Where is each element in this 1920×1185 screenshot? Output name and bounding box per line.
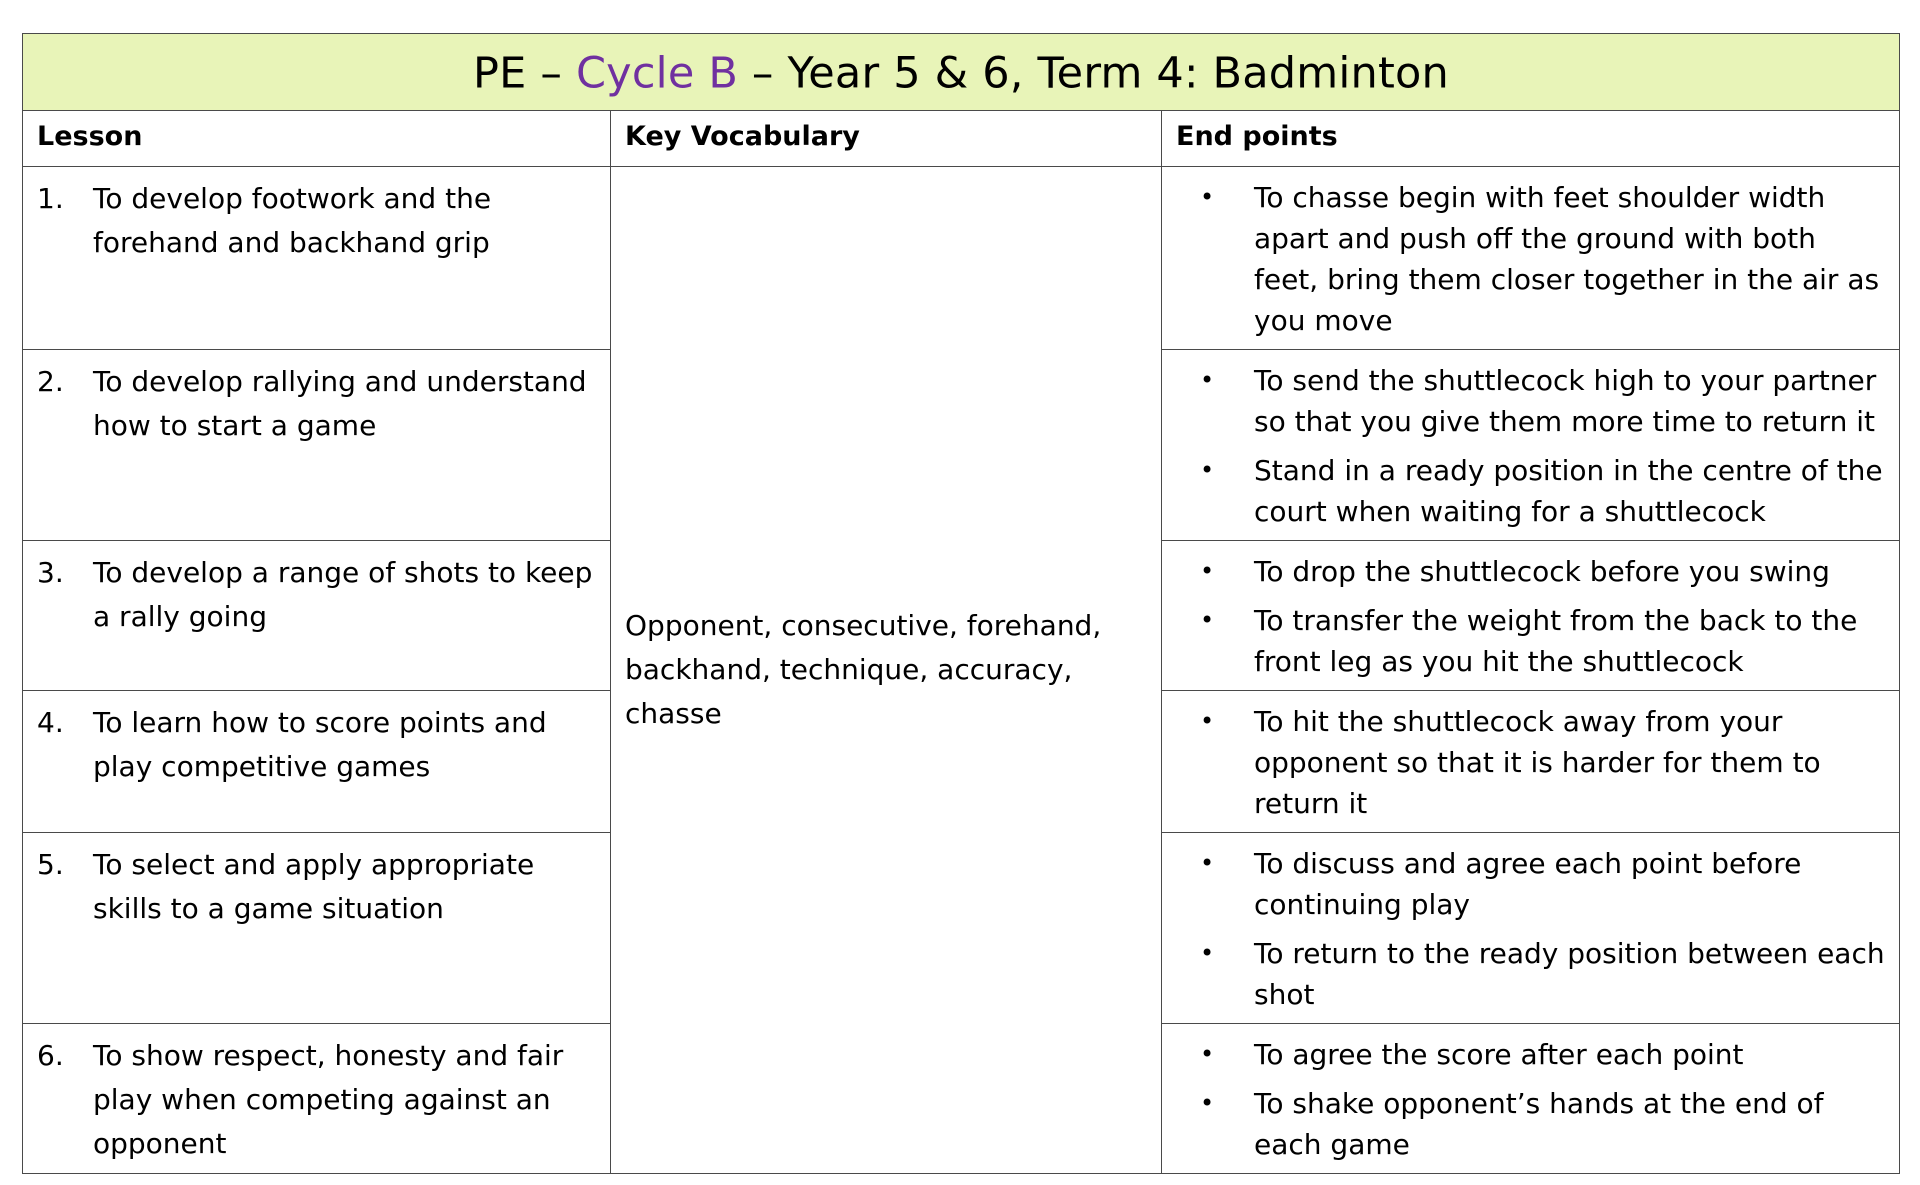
end-point-text: To return to the ready position between each shot: [1254, 937, 1885, 1011]
lesson-number: 5.: [37, 848, 64, 881]
end-points-list: [1176, 551, 1885, 682]
key-vocabulary-cell: [611, 167, 1162, 1174]
lesson-cell: [23, 541, 611, 691]
list-item: [1176, 1034, 1885, 1075]
bullet-icon: •: [1200, 606, 1215, 634]
lesson-number: 3.: [37, 556, 64, 589]
lesson-objective: To develop a range of shots to keep a rally going: [93, 556, 593, 633]
title-banner: [23, 34, 1900, 111]
end-points-cell: [1162, 167, 1900, 350]
end-point-text: To agree the score after each point: [1254, 1038, 1744, 1071]
lesson-objective: To develop rallying and understand how to start a game: [93, 365, 587, 442]
end-point-text: To send the shuttlecock high to your partner so that you give them more time to return it: [1254, 364, 1877, 438]
lesson-objective: To learn how to score points and play competitive games: [93, 706, 547, 783]
bullet-icon: •: [1200, 366, 1215, 394]
list-item: [1176, 600, 1885, 682]
header-key-vocabulary: Key Vocabulary: [611, 111, 1162, 167]
lesson-rows: [23, 167, 1900, 1174]
bullet-icon: •: [1200, 707, 1215, 735]
lesson-number: 6.: [37, 1039, 64, 1072]
end-point-text: To transfer the weight from the back to the front leg as you hit the shuttlecock: [1254, 604, 1858, 678]
list-item: [1176, 551, 1885, 592]
bullet-icon: •: [1200, 456, 1215, 484]
bullet-icon: •: [1200, 849, 1215, 877]
bullet-icon: •: [1200, 1089, 1215, 1117]
title-suffix: – Year 5 & 6, Term 4: Badminton: [738, 48, 1449, 99]
badminton-plan-table: [22, 33, 1900, 1174]
lesson-number: 4.: [37, 706, 64, 739]
lesson-objective: To show respect, honesty and fair play when competing against an opponent: [93, 1039, 564, 1160]
table-row: [23, 167, 1900, 350]
end-point-text: Stand in a ready position in the centre of the court when waiting for a shuttlecock: [1254, 454, 1883, 528]
end-point-text: To hit the shuttlecock away from your opponent so that it is harder for them to return it: [1254, 705, 1821, 820]
lesson-cell: [23, 1024, 611, 1174]
end-points-cell: [1162, 691, 1900, 833]
end-point-text: To shake opponent’s hands at the end of each game: [1254, 1087, 1824, 1161]
lesson-number: 2.: [37, 365, 64, 398]
header-end-points: End points: [1162, 111, 1900, 167]
list-item: [1176, 360, 1885, 442]
bullet-icon: •: [1200, 939, 1215, 967]
title-highlight: Cycle B: [575, 48, 739, 99]
lesson-number: 1.: [37, 182, 64, 215]
bullet-icon: •: [1200, 183, 1215, 211]
header-lesson: Lesson: [23, 111, 611, 167]
lesson-cell: [23, 833, 611, 1024]
list-item: [1176, 933, 1885, 1015]
lesson-cell: [23, 167, 611, 350]
list-item: [1176, 701, 1885, 824]
bullet-icon: •: [1200, 1040, 1215, 1068]
lesson-objective: To develop footwork and the forehand and backhand grip: [93, 182, 492, 259]
lesson-cell: [23, 350, 611, 541]
list-item: [1176, 1083, 1885, 1165]
list-item: [1176, 843, 1885, 925]
lesson-objective: To select and apply appropriate skills to a game situation: [93, 848, 535, 925]
lesson-cell: [23, 691, 611, 833]
end-points-cell: [1162, 350, 1900, 541]
header-row: [23, 111, 1900, 167]
title-prefix: PE –: [473, 48, 576, 99]
list-item: [1176, 177, 1885, 341]
key-vocabulary-text: Opponent, consecutive, forehand, backhand, technique, accuracy, chasse: [625, 609, 1102, 730]
end-point-text: To chasse begin with feet shoulder width apart and push off the ground with both feet, bring them closer together in the air as you move: [1254, 181, 1880, 337]
title-row: [23, 34, 1900, 111]
end-points-list: [1176, 701, 1885, 824]
end-point-text: To discuss and agree each point before continuing play: [1254, 847, 1802, 921]
end-points-list: [1176, 177, 1885, 341]
end-points-list: [1176, 1034, 1885, 1165]
list-item: [1176, 450, 1885, 532]
end-points-cell: [1162, 833, 1900, 1024]
end-points-cell: [1162, 541, 1900, 691]
end-points-list: [1176, 360, 1885, 532]
end-point-text: To drop the shuttlecock before you swing: [1254, 555, 1830, 588]
end-points-cell: [1162, 1024, 1900, 1174]
bullet-icon: •: [1200, 557, 1215, 585]
end-points-list: [1176, 843, 1885, 1015]
